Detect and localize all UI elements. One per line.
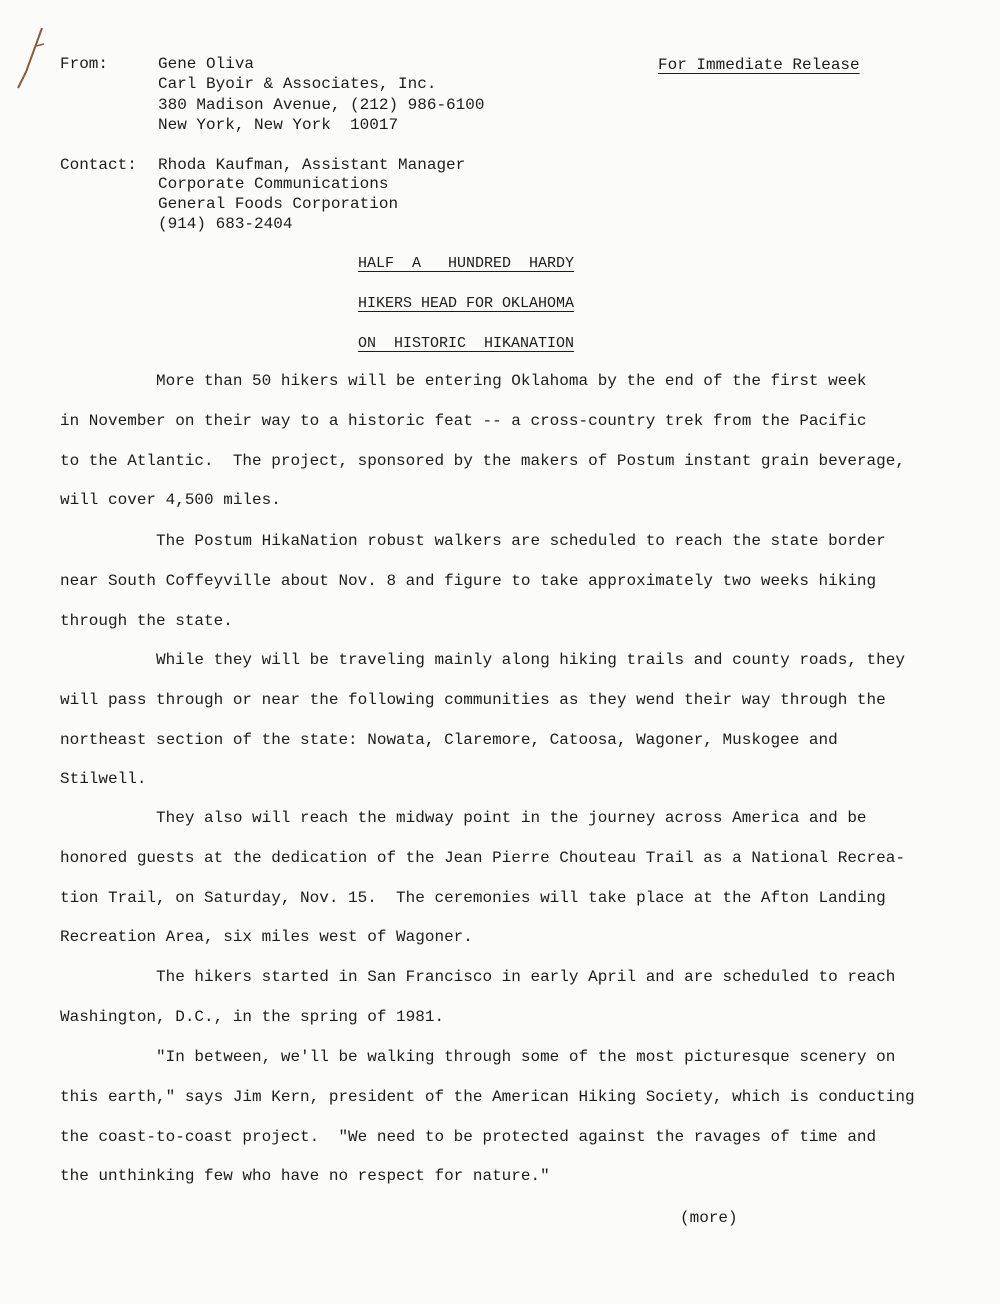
paragraph-line: in November on their way to a historic feat -- a cross-country trek from the Pacific [60, 411, 867, 430]
contact-company: General Foods Corporation [158, 195, 399, 213]
paragraph-line: will cover 4,500 miles. [60, 491, 281, 510]
paragraph-4 [60, 799, 960, 958]
headline-line-1: HALF A HUNDRED HARDY [358, 255, 575, 272]
paragraph-line: the coast-to-coast project. "We need to be protected against the ravages of time and [60, 1127, 877, 1146]
paragraph-line: Recreation Area, six miles west of Wagoner. [60, 928, 473, 947]
contact-phone: (914) 683-2404 [158, 215, 293, 233]
headline-line-2: HIKERS HEAD FOR OKLAHOMA [358, 295, 575, 312]
pen-mark-icon [8, 20, 48, 90]
contact-name: Rhoda Kaufman, Assistant Manager [158, 156, 466, 174]
paragraph-line: northeast section of the state: Nowata, Claremore, Catoosa, Wagoner, Muskogee and [60, 730, 838, 749]
paragraph-line: They also will reach the midway point in the journey across America and be [60, 809, 867, 827]
paragraph-line: While they will be traveling mainly along hiking trails and county roads, they [60, 651, 905, 669]
paragraph-6 [60, 1038, 960, 1197]
paragraph-line: will pass through or near the following communities as they wend their way through the [60, 690, 886, 709]
more-indicator: (more) [680, 1209, 738, 1227]
paragraph-3 [60, 641, 960, 800]
paragraph-line: "In between, we'll be walking through some of the most picturesque scenery on [60, 1048, 896, 1066]
paragraph-line: Washington, D.C., in the spring of 1981. [60, 1007, 445, 1026]
paragraph-line: this earth," says Jim Kern, president of the American Hiking Society, which is conducting [60, 1087, 915, 1106]
paragraph-2 [60, 522, 960, 641]
from-address: 380 Madison Avenue, (212) 986-6100 [158, 96, 485, 114]
contact-department: Corporate Communications [158, 175, 389, 193]
paragraph-line: through the state. [60, 611, 233, 630]
paragraph-5 [60, 958, 960, 1038]
paragraph-line: More than 50 hikers will be entering Oklahoma by the end of the first week [60, 372, 867, 390]
from-company: Carl Byoir & Associates, Inc. [158, 75, 437, 93]
paragraph-line: tion Trail, on Saturday, Nov. 15. The ceremonies will take place at the Afton Landing [60, 888, 886, 907]
from-label: From: [60, 55, 109, 73]
from-city: New York, New York 10017 [158, 116, 399, 134]
contact-label: Contact: [60, 156, 137, 174]
paragraph-1 [60, 362, 960, 521]
from-name: Gene Oliva [158, 55, 255, 73]
paragraph-line: near South Coffeyville about Nov. 8 and figure to take approximately two weeks hiking [60, 571, 877, 590]
headline-line-3: ON HISTORIC HIKANATION [358, 335, 575, 352]
paragraph-line: Stilwell. [60, 770, 147, 789]
paragraph-line: The hikers started in San Francisco in early April and are scheduled to reach [60, 968, 896, 986]
release-notice: For Immediate Release [658, 56, 860, 74]
paragraph-line: to the Atlantic. The project, sponsored by the makers of Postum instant grain beverage, [60, 451, 905, 470]
paragraph-line: honored guests at the dedication of the Jean Pierre Chouteau Trail as a National Recrea- [60, 848, 905, 867]
paragraph-line: the unthinking few who have no respect for nature." [60, 1167, 550, 1186]
paragraph-line: The Postum HikaNation robust walkers are scheduled to reach the state border [60, 532, 886, 550]
